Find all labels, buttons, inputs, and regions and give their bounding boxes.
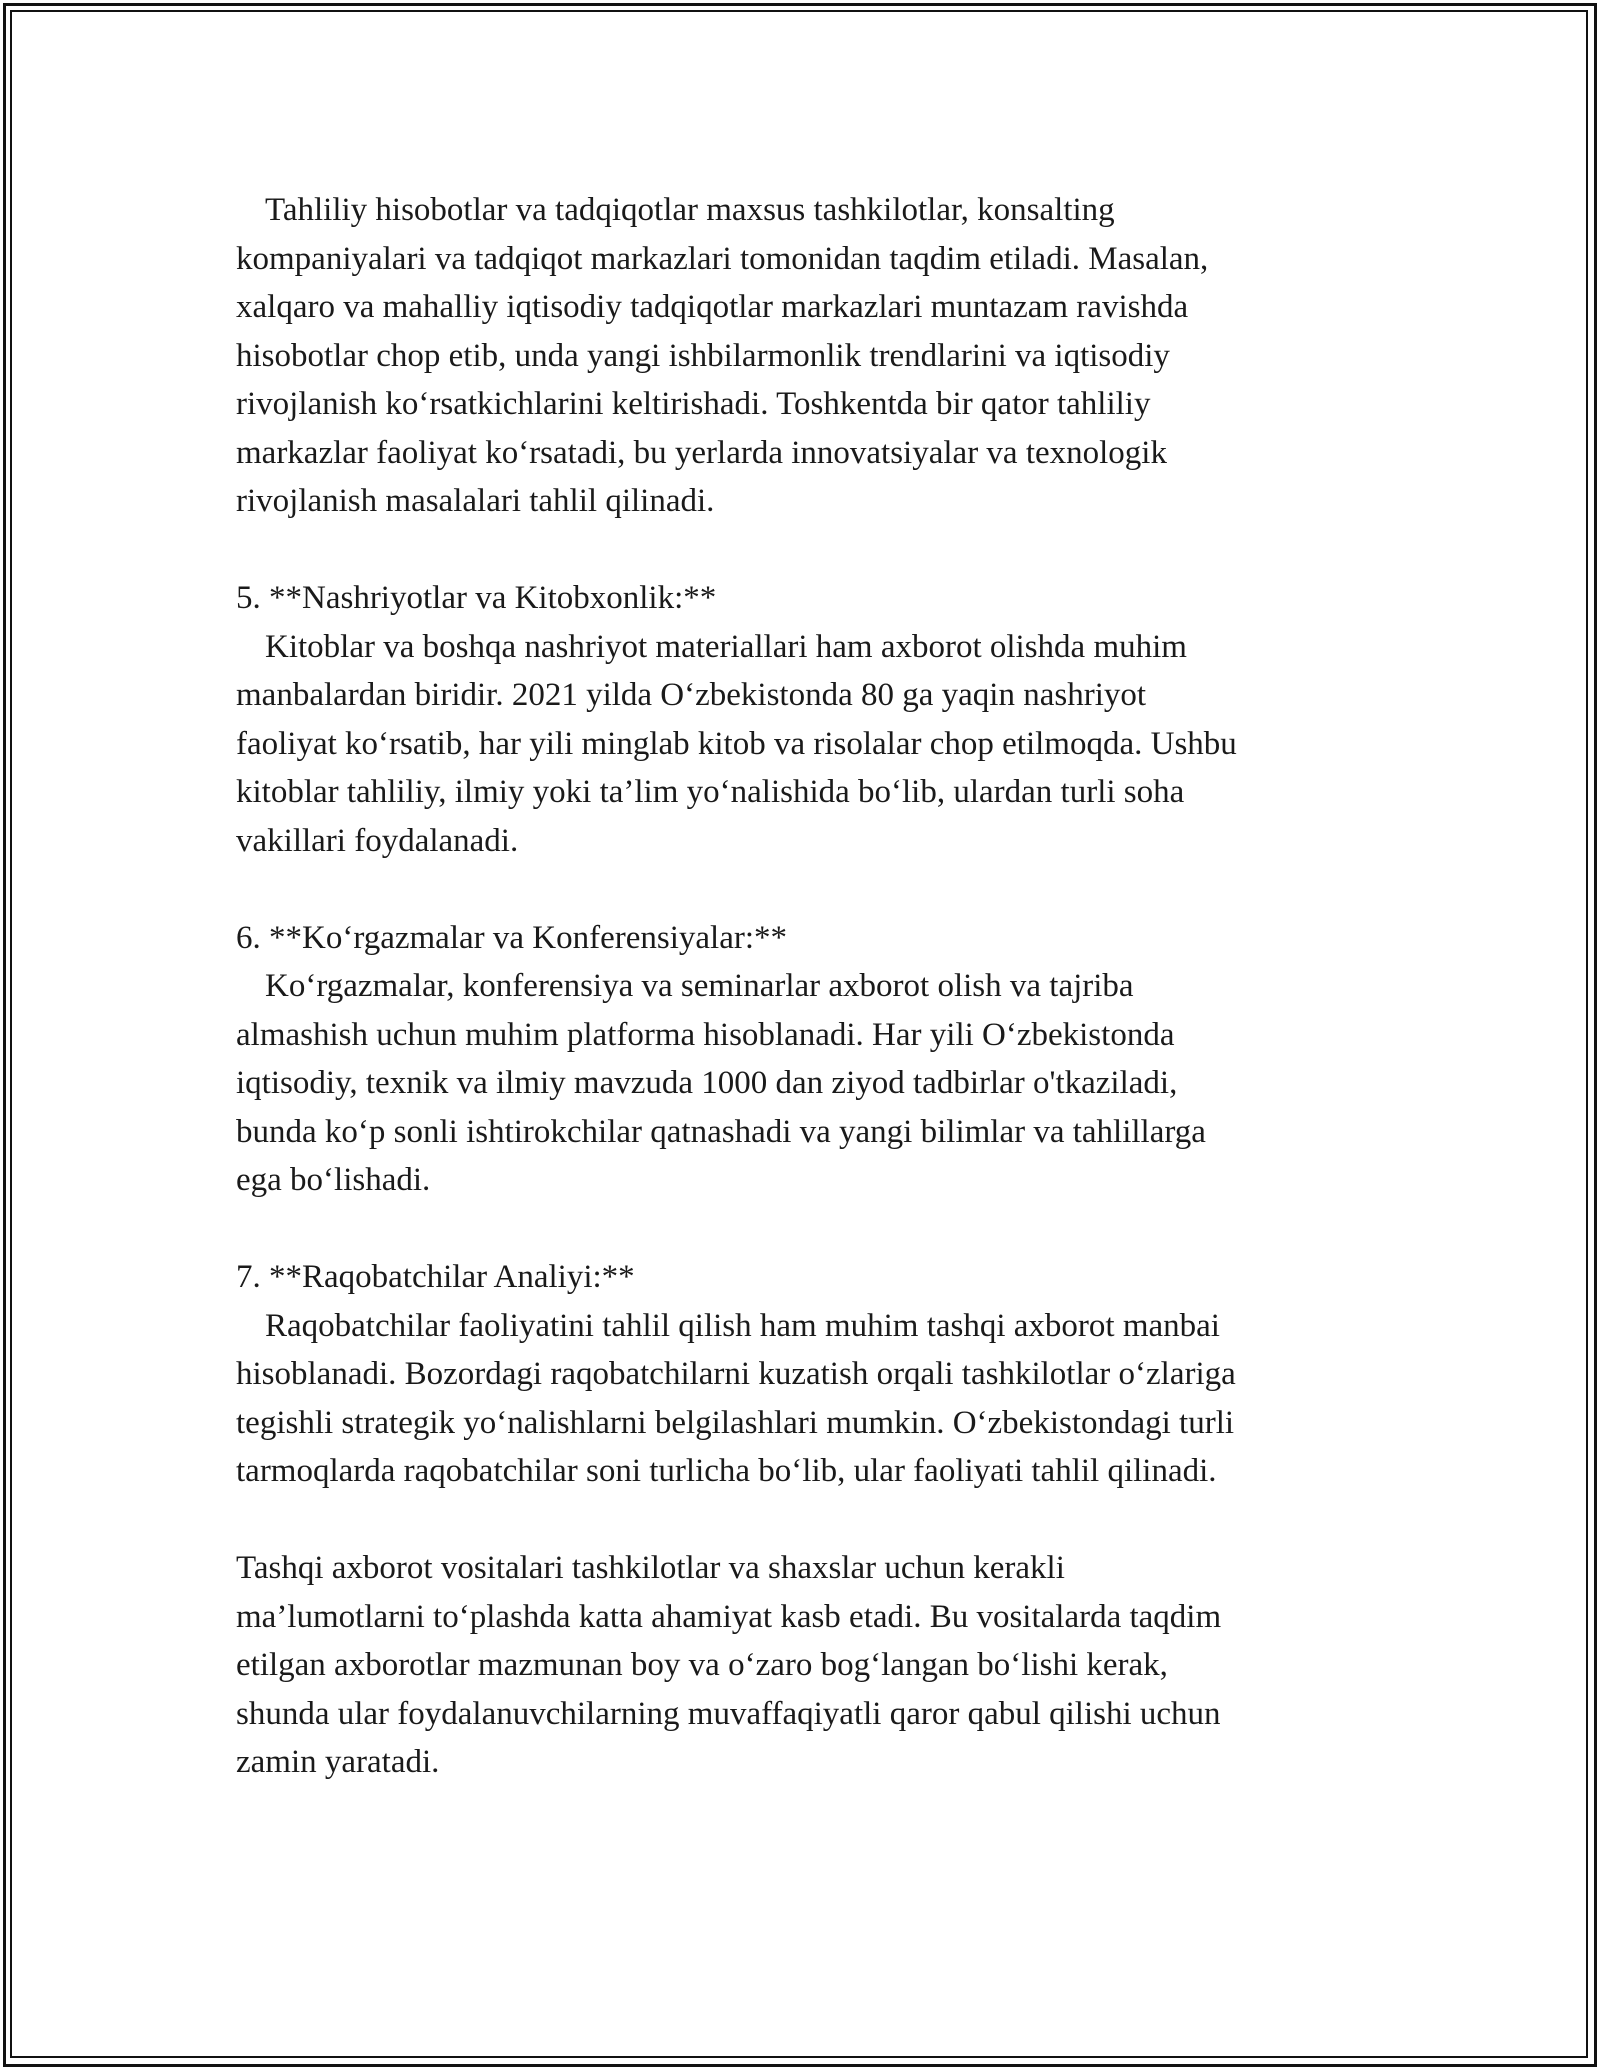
text-line: xalqaro va mahalliy iqtisodiy tadqiqotlar markazlari muntazam ravishda <box>236 289 1189 325</box>
text-line: Raqobatchilar faoliyatini tahlil qilish ham muhim tashqi axborot manbai <box>265 1307 1220 1344</box>
conclusion-paragraph <box>236 1544 1366 1787</box>
section-7 <box>236 1253 1366 1496</box>
text-line: Tashqi axborot vositalari tashkilotlar va shaxslar uchun kerakli <box>236 1550 1065 1586</box>
text-line: rivojlanish masalalari tahlil qilinadi. <box>236 483 715 519</box>
text-line: ega boʻlishadi. <box>236 1162 431 1198</box>
text-line: Kitoblar va boshqa nashriyot materiallari ham axborot olishda muhim <box>265 628 1187 665</box>
paragraph-gap <box>236 865 1366 914</box>
text-line: Tahliliy hisobotlar va tadqiqotlar maxsus tashkilotlar, konsalting <box>265 192 1115 228</box>
text-line: hisobotlar chop etib, unda yangi ishbilarmonlik trendlarini va iqtisodiy <box>236 337 1170 374</box>
section-6 <box>236 914 1366 1205</box>
text-line: rivojlanish koʻrsatkichlarini keltirishadi. Toshkentda bir qator tahliliy <box>236 386 1151 422</box>
section-7-heading: 7. **Raqobatchilar Analiyi:** <box>236 1259 635 1295</box>
document-body <box>236 186 1366 1787</box>
section-6-heading: 6. **Koʻrgazmalar va Konferensiyalar:** <box>236 919 788 956</box>
paragraph-gap <box>236 1496 1366 1545</box>
text-line: faoliyat koʻrsatib, har yili minglab kitob va risolalar chop etilmoqda. Ushbu <box>236 725 1237 762</box>
text-line: manbalardan biridir. 2021 yilda Oʻzbekistonda 80 ga yaqin nashriyot <box>236 677 1147 713</box>
text-line: Koʻrgazmalar, konferensiya va seminarlar axborot olish va tajriba <box>265 968 1134 1004</box>
section-5 <box>236 574 1366 865</box>
text-line: vakillari foydalanadi. <box>236 822 519 859</box>
text-line: kitoblar tahliliy, ilmiy yoki ta’lim yoʻnalishida boʻlib, ulardan turli soha <box>236 774 1185 810</box>
paragraph-gap <box>236 526 1366 575</box>
text-line: hisoblanadi. Bozordagi raqobatchilarni kuzatish orqali tashkilotlar oʻzlariga <box>236 1356 1236 1392</box>
text-line: almashish uchun muhim platforma hisoblanadi. Har yili Oʻzbekistonda <box>236 1016 1175 1053</box>
section-4-paragraph <box>236 186 1366 526</box>
text-line: tegishli strategik yoʻnalishlarni belgilashlari mumkin. Oʻzbekistondagi turli <box>236 1404 1235 1441</box>
text-line: tarmoqlarda raqobatchilar soni turlicha boʻlib, ular faoliyati tahlil qilinadi. <box>236 1453 1217 1489</box>
text-line: kompaniyalari va tadqiqot markazlari tomonidan taqdim etiladi. Masalan, <box>236 240 1209 277</box>
text-line: bunda koʻp sonli ishtirokchilar qatnashadi va yangi bilimlar va tahlillarga <box>236 1113 1206 1150</box>
text-line: zamin yaratadi. <box>236 1744 440 1780</box>
section-5-heading: 5. **Nashriyotlar va Kitobxonlik:** <box>236 580 717 616</box>
paragraph-gap <box>236 1205 1366 1254</box>
text-line: etilgan axborotlar mazmunan boy va oʻzaro bogʻlangan boʻlishi kerak, <box>236 1647 1168 1683</box>
text-line: markazlar faoliyat koʻrsatadi, bu yerlarda innovatsiyalar va texnologik <box>236 434 1167 471</box>
text-line: iqtisodiy, texnik va ilmiy mavzuda 1000 dan ziyod tadbirlar o'tkaziladi, <box>236 1065 1178 1101</box>
text-line: shunda ular foydalanuvchilarning muvaffaqiyatli qaror qabul qilishi uchun <box>236 1695 1221 1732</box>
text-line: ma’lumotlarni toʻplashda katta ahamiyat kasb etadi. Bu vositalarda taqdim <box>236 1598 1222 1635</box>
